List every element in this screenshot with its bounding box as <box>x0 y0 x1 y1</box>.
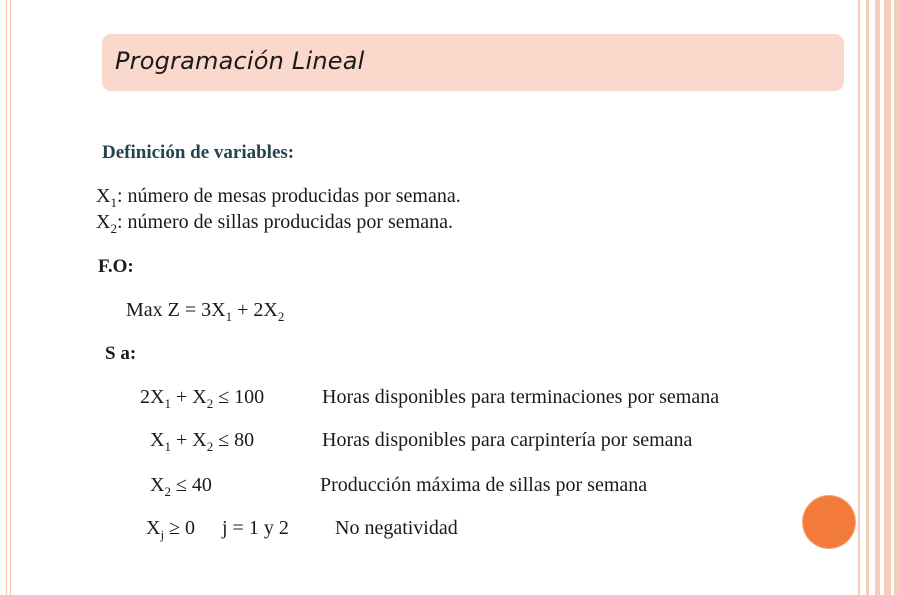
title-banner <box>102 34 844 91</box>
constraint-expression: $X_1 + X_2 \le 80$ <box>150 429 255 454</box>
right-border-stripe <box>866 0 869 595</box>
nonnegativity-index: j = 1 y 2 <box>222 517 289 539</box>
constraint-description: Horas disponibles para terminaciones por semana <box>322 386 720 408</box>
right-border-stripe <box>875 0 880 595</box>
right-border-stripe <box>894 0 899 595</box>
left-border-line <box>6 0 7 595</box>
slide-title: Programación Lineal <box>115 47 365 75</box>
objective-label: F.O: <box>98 256 134 277</box>
constraint-expression: $2X_1 + X_2 \le 100$ <box>140 386 265 411</box>
constraint-description: Producción máxima de sillas por semana <box>320 474 648 496</box>
constraint-description: Horas disponibles para carpintería por semana <box>322 429 693 451</box>
variables-heading: Definición de variables: <box>102 142 295 163</box>
variable-definition: $X_2$: número de sillas producidas por semana. <box>96 211 453 236</box>
nonnegativity-expression: $X_j \ge 0$ <box>146 517 196 542</box>
right-border-stripe <box>884 0 891 595</box>
objective-function: Max $Z = 3X_1 + 2X_2$ <box>126 299 285 324</box>
right-border-stripe <box>858 0 860 595</box>
decorative-circle <box>803 496 855 548</box>
nonnegativity-description: No negatividad <box>335 517 458 539</box>
left-border-line <box>10 0 11 595</box>
constraint-expression: $X_2 \le 40$ <box>150 474 212 499</box>
subject-to-label: S a: <box>105 343 137 364</box>
variable-definition: $X_1$: número de mesas producidas por semana. <box>96 185 461 210</box>
